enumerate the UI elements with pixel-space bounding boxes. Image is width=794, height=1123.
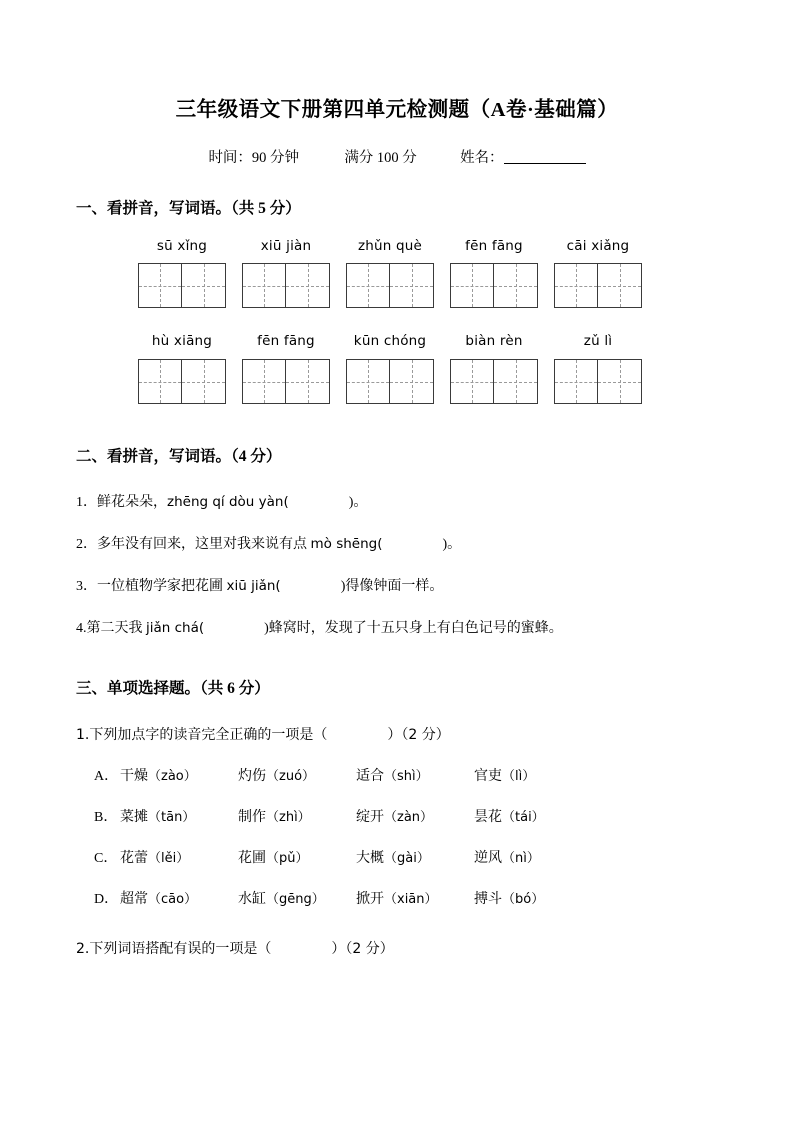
section-3-heading: 三、单项选择题。（共 6 分） [76,680,270,697]
character-grid-cell[interactable] [390,264,433,307]
option-pinyin: （nì） [502,851,540,866]
option-row-a[interactable] [76,765,718,785]
question-pinyin: mò shēng( [310,536,383,552]
option-d-item-1 [120,888,238,908]
pinyin-label: fēn fāng [465,238,523,254]
option-pinyin: （zào） [148,769,197,784]
question-text-after: )。 [442,537,462,552]
question-text-after: )蜂窝时，发现了十五只身上有白色记号的蜜蜂。 [264,621,563,636]
option-pinyin: （lì） [502,769,536,784]
question-number: 2． [76,537,97,552]
option-c-item-2 [238,847,356,867]
option-pinyin: （xiān） [384,892,438,907]
page-title: 三年级语文下册第四单元检测题（A卷·基础篇） [175,99,619,121]
exam-duration: 时间：90 分钟 [208,150,300,166]
question-text-before: 一位植物学家把花圃 [97,579,227,594]
option-pinyin: （zhì） [266,810,311,825]
option-pinyin: （pǔ） [266,851,309,866]
character-grid-cell[interactable] [598,360,641,403]
option-a-item-3 [356,765,474,785]
option-pinyin: （gēng） [266,892,325,907]
option-label-c: C． [94,851,118,866]
character-grid-cell[interactable] [390,360,433,403]
question-number: 4. [76,621,87,636]
section-1-heading: 一、看拼音，写词语。（共 5 分） [76,200,301,217]
option-pinyin: （zuó） [266,769,316,784]
question-stem-tail: ）（2 分） [331,941,394,957]
option-row-b[interactable] [76,806,718,826]
option-pinyin: （shì） [384,769,429,784]
pinyin-label: xiū jiàn [260,238,312,254]
pinyin-label: hù xiāng [151,333,213,349]
character-grid-box[interactable] [450,359,538,404]
question-pinyin: xiū jiǎn( [226,578,281,594]
question-pinyin: zhēng qí dòu yàn( [167,494,289,510]
option-label-a: A． [94,769,119,784]
question-pinyin: jiǎn chá( [146,620,205,636]
section-2-question-1 [76,491,718,511]
option-b-item-1 [120,806,238,826]
section-1-grid-row-1 [76,263,718,308]
character-grid-box[interactable] [242,263,330,308]
pinyin-label: fēn fāng [257,333,315,349]
option-pinyin: （cāo） [148,892,198,907]
option-a-item-1 [120,765,238,785]
option-pinyin: （tái） [502,810,545,825]
option-word: 超常 [120,892,148,907]
character-grid-box[interactable] [138,359,226,404]
option-b-item-3 [356,806,474,826]
character-grid-cell[interactable] [139,264,182,307]
option-word: 干燥 [120,769,148,784]
option-c-item-1 [120,847,238,867]
option-d-item-3 [356,888,474,908]
option-word: 掀开 [356,892,384,907]
option-word: 适合 [356,769,384,784]
character-grid-box[interactable] [346,263,434,308]
character-grid-cell[interactable] [243,264,286,307]
option-word: 逆风 [474,851,502,866]
section-1-pinyin-row-2 [76,333,718,349]
character-grid-cell[interactable] [451,360,494,403]
option-pinyin: （tān） [148,810,196,825]
pinyin-label: kūn chóng [353,333,427,349]
question-text-before: 鲜花朵朵， [97,495,167,510]
character-grid-cell[interactable] [451,264,494,307]
option-pinyin: （lěi） [148,851,190,866]
option-word: 灼伤 [238,769,266,784]
pinyin-label: cāi xiǎng [566,238,630,254]
character-grid-box[interactable] [346,359,434,404]
character-grid-box[interactable] [138,263,226,308]
character-grid-box[interactable] [554,359,642,404]
option-a-item-4 [474,765,592,785]
character-grid-box[interactable] [450,263,538,308]
option-c-item-3 [356,847,474,867]
question-text-before: 多年没有回来，这里对我来说有点 [97,537,311,552]
option-row-d[interactable] [76,888,718,908]
option-word: 花蕾 [120,851,148,866]
option-word: 水缸 [238,892,266,907]
character-grid-cell[interactable] [243,360,286,403]
character-grid-cell[interactable] [555,264,598,307]
option-a-item-2 [238,765,356,785]
pinyin-label: zhǔn què [357,238,423,254]
option-word: 昙花 [474,810,502,825]
character-grid-cell[interactable] [182,264,225,307]
option-d-item-2 [238,888,356,908]
question-number: 3． [76,579,97,594]
section-2-question-4 [76,617,718,637]
option-word: 绽开 [356,810,384,825]
question-stem-tail: ）（2 分） [387,727,450,743]
student-name-blank[interactable] [504,148,586,164]
option-d-item-4 [474,888,592,908]
question-text-before: 第二天我 [86,621,146,636]
character-grid-box[interactable] [554,263,642,308]
option-word: 菜摊 [120,810,148,825]
option-word: 搏斗 [474,892,502,907]
section-2-question-3 [76,575,718,595]
section-1-pinyin-row-1 [76,238,718,254]
option-row-c[interactable] [76,847,718,867]
exam-total-score: 满分 100 分 [344,150,417,166]
question-number: 1． [76,495,97,510]
option-pinyin: （zàn） [384,810,434,825]
section-3-question-1-stem [76,724,718,744]
pinyin-label: sū xǐng [156,238,208,254]
option-b-item-2 [238,806,356,826]
character-grid-cell[interactable] [286,360,329,403]
question-text-after: )。 [348,495,368,510]
option-label-b: B． [94,810,118,825]
pinyin-label: zǔ lì [583,333,613,349]
character-grid-cell[interactable] [494,360,537,403]
character-grid-cell[interactable] [347,360,390,403]
character-grid-cell[interactable] [139,360,182,403]
question-text-after: )得像钟面一样。 [340,579,444,594]
student-name-label: 姓名： [460,150,504,166]
section-3-question-2-stem [76,938,718,958]
pinyin-label: biàn rèn [465,333,523,349]
option-word: 花圃 [238,851,266,866]
option-word: 大概 [356,851,384,866]
option-c-item-4 [474,847,592,867]
character-grid-cell[interactable] [347,264,390,307]
character-grid-box[interactable] [242,359,330,404]
section-2-question-2 [76,533,718,553]
character-grid-cell[interactable] [286,264,329,307]
option-b-item-4 [474,806,592,826]
option-label-d: D． [94,892,119,907]
option-pinyin: （gài） [384,851,430,866]
character-grid-cell[interactable] [494,264,537,307]
option-word: 官吏 [474,769,502,784]
character-grid-cell[interactable] [182,360,225,403]
character-grid-cell[interactable] [555,360,598,403]
question-stem-text: 1.下列加点字的读音完全正确的一项是（ [76,727,328,743]
exam-meta-line [76,146,718,167]
section-2-heading: 二、看拼音，写词语。（4 分） [76,448,282,465]
character-grid-cell[interactable] [598,264,641,307]
option-word: 制作 [238,810,266,825]
section-1-grid-row-2 [76,359,718,404]
question-stem-text: 2.下列词语搭配有误的一项是（ [76,941,272,957]
option-pinyin: （bó） [502,892,545,907]
